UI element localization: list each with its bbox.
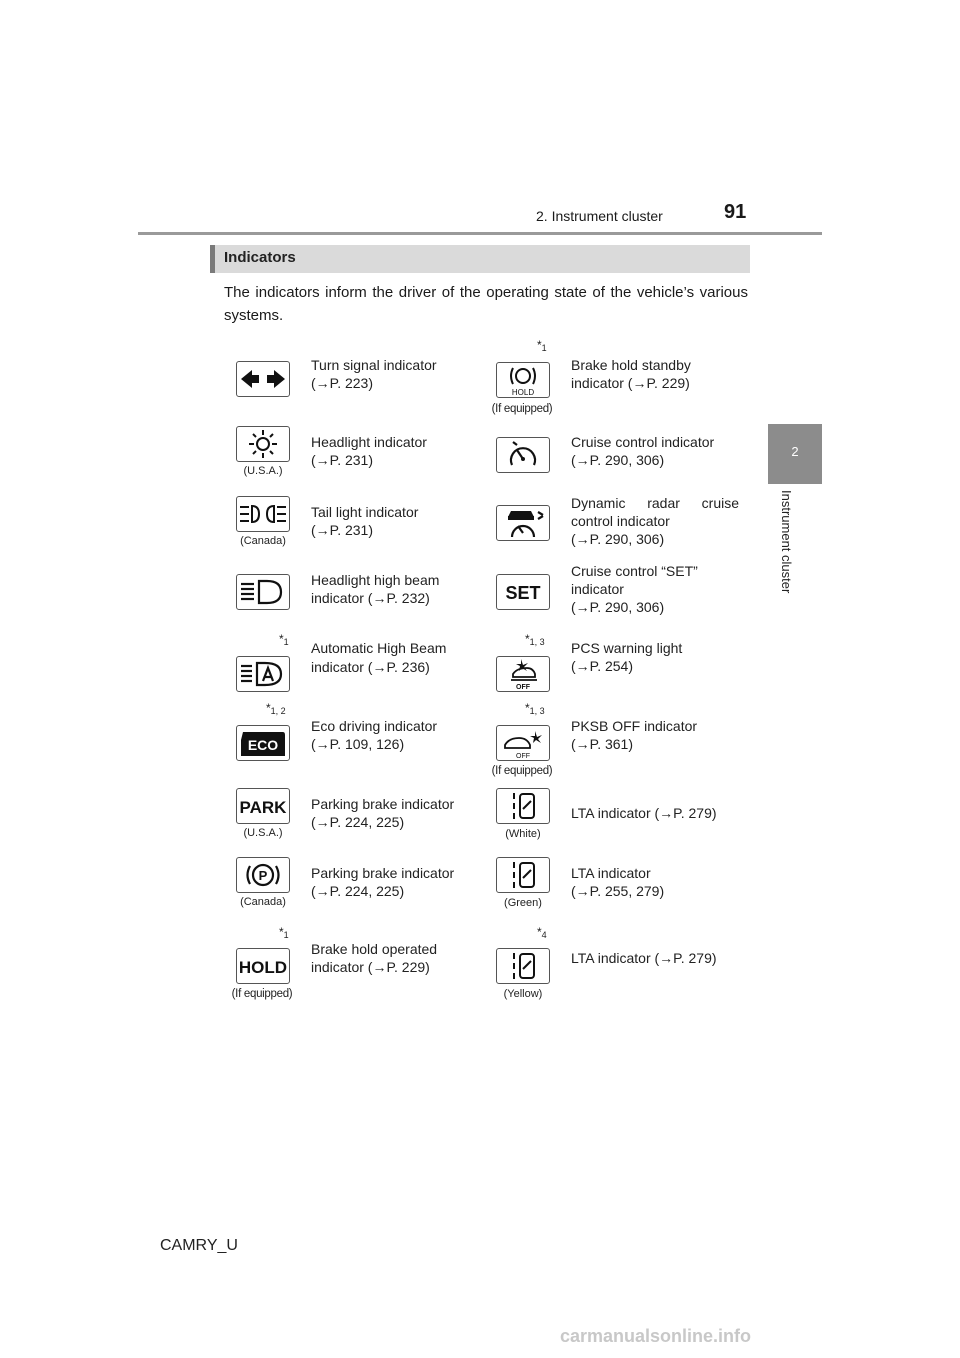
set-description	[571, 562, 698, 616]
description-line: Dynamic radar cruise	[571, 495, 739, 511]
description-line: control indicator	[571, 513, 670, 529]
header-divider	[138, 232, 822, 235]
description-line: Brake hold operated	[311, 941, 438, 957]
auto-high-beam-description	[311, 639, 446, 677]
chapter-number: 2	[791, 444, 799, 459]
svg-text:P: P	[258, 868, 268, 883]
park-description	[311, 795, 454, 831]
tail-light-description	[311, 503, 418, 539]
description-line: (→P. 255, 279)	[571, 883, 665, 899]
color-note: (White)	[505, 828, 541, 840]
dynamic-radar-cruise-description	[571, 494, 739, 548]
hold-text-icon	[236, 948, 290, 984]
svg-text:ECO: ECO	[247, 737, 279, 753]
section-heading-bar	[210, 245, 750, 273]
cruise-control-icon	[496, 437, 550, 473]
description-line: indicator (→P. 232)	[311, 590, 430, 606]
footnote-ref: 1, 3	[529, 637, 545, 647]
description-line: indicator (→P. 229)	[571, 375, 690, 391]
high-beam-description	[311, 571, 439, 607]
color-note: (Green)	[504, 897, 542, 909]
description-line: indicator	[571, 581, 624, 597]
footnote-mark	[279, 925, 289, 939]
footnote-asterisk: *	[525, 632, 530, 646]
footnote-asterisk: *	[537, 338, 542, 352]
description-line: Tail light indicator	[311, 504, 419, 520]
svg-text:OFF: OFF	[516, 753, 530, 760]
parking-p-description	[311, 864, 454, 900]
park-text-icon	[236, 788, 290, 824]
dynamic-radar-cruise-icon	[496, 505, 550, 541]
description-line: Automatic High Beam	[311, 640, 447, 656]
footnote-mark	[537, 338, 547, 352]
region-note: (Canada)	[240, 896, 286, 908]
footnote-mark	[266, 701, 286, 715]
description-line: (→P. 290, 306)	[571, 531, 665, 547]
color-note: (Yellow)	[503, 988, 543, 1000]
section-title: 2. Instrument cluster	[536, 208, 663, 224]
cruise-control-description	[571, 433, 714, 469]
description-line: LTA indicator (→P. 279)	[571, 805, 717, 821]
description-line: Turn signal indicator	[311, 357, 437, 373]
description-line: Cruise control “SET”	[571, 563, 698, 579]
description-line: Brake hold standby	[571, 357, 691, 373]
brake-hold-standby-icon	[496, 362, 550, 398]
description-line: LTA indicator (→P. 279)	[571, 950, 717, 966]
lta-white-description	[571, 804, 717, 822]
region-note: (Canada)	[240, 535, 286, 547]
model-code: CAMRY_U	[160, 1237, 238, 1254]
description-line: (→P. 290, 306)	[571, 599, 665, 615]
heading-accent	[210, 245, 215, 273]
description-line: (→P. 109, 126)	[311, 736, 405, 752]
turn-signal-description	[311, 356, 437, 392]
description-line: (→P. 254)	[571, 658, 633, 674]
description-line: Parking brake indicator	[311, 796, 455, 812]
description-line: Eco driving indicator	[311, 718, 438, 734]
description-line: Parking brake indicator	[311, 865, 455, 881]
chapter-label: Instrument cluster	[779, 490, 794, 594]
footnote-ref: 1, 2	[270, 706, 286, 716]
svg-text:PARK: PARK	[239, 798, 287, 817]
footnote-asterisk: *	[266, 701, 271, 715]
description-line: (→P. 361)	[571, 736, 633, 752]
high-beam-icon	[236, 574, 290, 610]
svg-text:HOLD: HOLD	[511, 388, 535, 397]
description-line: (→P. 224, 225)	[311, 883, 405, 899]
headlight-icon	[236, 426, 290, 462]
turn-signal-icon	[236, 361, 290, 397]
pksb-off-description	[571, 717, 697, 753]
description-line: Headlight indicator	[311, 434, 427, 450]
lta-yellow-icon	[496, 948, 550, 984]
footnote-ref: 1, 3	[529, 706, 545, 716]
footnote-ref: 4	[541, 930, 547, 940]
equipment-note: (If equipped)	[491, 403, 553, 415]
watermark: carmanualsonline.info	[560, 1326, 752, 1346]
footnote-ref: 1	[541, 343, 547, 353]
footnote-mark	[525, 701, 545, 715]
eco-description	[311, 717, 437, 753]
svg-text:HOLD: HOLD	[238, 958, 288, 977]
footnote-asterisk: *	[279, 925, 284, 939]
equipment-note: (If equipped)	[231, 988, 293, 1000]
page-number: 91	[724, 201, 747, 223]
description-line: Cruise control indicator	[571, 434, 715, 450]
set-text-icon	[496, 574, 550, 610]
svg-text:OFF: OFF	[516, 684, 530, 691]
auto-high-beam-icon	[236, 656, 290, 692]
region-note: (U.S.A.)	[243, 465, 283, 477]
footnote-ref: 1	[283, 930, 289, 940]
footnote-mark	[537, 925, 547, 939]
pksb-off-icon	[496, 725, 550, 761]
parking-p-icon	[236, 857, 290, 893]
description-line: PCS warning light	[571, 640, 683, 656]
section-heading: Indicators	[224, 249, 296, 266]
equipment-note: (If equipped)	[491, 765, 553, 777]
footnote-asterisk: *	[525, 701, 530, 715]
description-line: indicator (→P. 236)	[311, 659, 430, 675]
chapter-tab[interactable]	[768, 424, 822, 484]
pcs-warning-description	[571, 639, 682, 675]
footnote-asterisk: *	[279, 632, 284, 646]
pcs-warning-icon	[496, 656, 550, 692]
svg-text:SET: SET	[505, 583, 541, 603]
lta-green-icon	[496, 857, 550, 893]
footnote-mark	[279, 632, 289, 646]
footnote-mark	[525, 632, 545, 646]
description-line: (→P. 290, 306)	[571, 452, 665, 468]
region-note: (U.S.A.)	[243, 827, 283, 839]
headlight-description	[311, 433, 427, 469]
description-line: (→P. 231)	[311, 452, 373, 468]
lta-white-icon	[496, 788, 550, 824]
description-line: (→P. 231)	[311, 522, 373, 538]
footnote-ref: 1	[283, 637, 289, 647]
description-line: (→P. 223)	[311, 375, 373, 391]
hold-description	[311, 940, 437, 976]
lta-yellow-description	[571, 949, 717, 967]
description-line: PKSB OFF indicator	[571, 718, 698, 734]
eco-icon	[236, 725, 290, 761]
intro-paragraph: The indicators inform the driver of the operating state of the vehicle’s various systems.	[224, 284, 748, 324]
lta-green-description	[571, 864, 664, 900]
brake-hold-standby-description	[571, 356, 691, 392]
description-line: (→P. 224, 225)	[311, 814, 405, 830]
description-line: Headlight high beam	[311, 572, 440, 588]
description-line: indicator (→P. 229)	[311, 959, 430, 975]
footnote-asterisk: *	[537, 925, 542, 939]
description-line: LTA indicator	[571, 865, 651, 881]
tail-light-icon	[236, 496, 290, 532]
